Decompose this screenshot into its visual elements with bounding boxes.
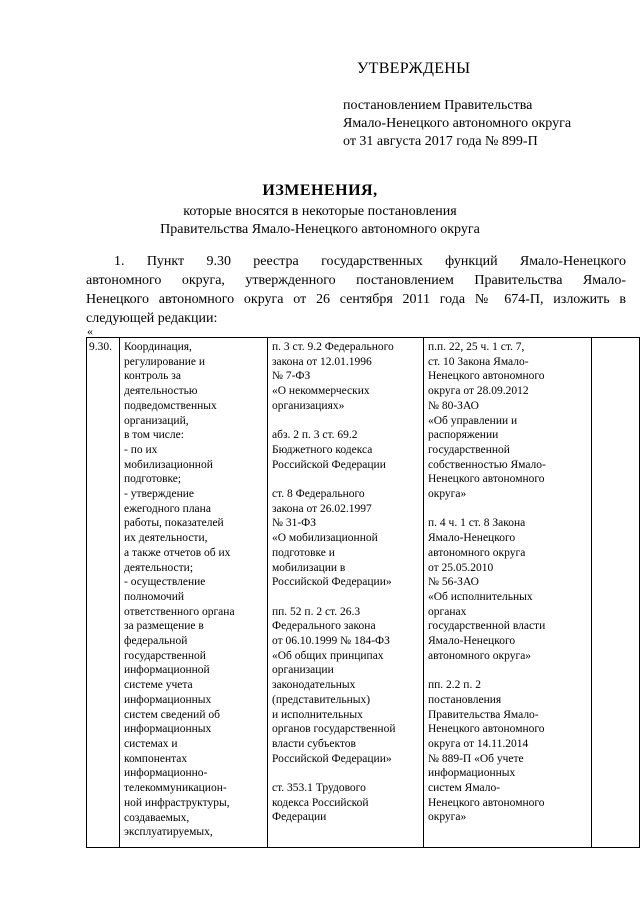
cell-line: округа» [428,488,467,501]
cell-line: собственностью Ямало- [428,458,546,471]
cell-line: информационных [124,723,212,736]
cell-line: деятельности; [124,561,194,574]
cell-line: - по их [124,443,158,456]
cell-line: подготовке; [124,473,182,486]
cell-line: государственной [428,443,510,456]
cell-line: «О некоммерческих [272,385,370,398]
cell-line: Ненецкого автономного [428,370,545,383]
federal-basis-cell [268,338,424,848]
cell-line: эксплуатируемых, [124,826,213,839]
paragraph-line: 1. Пункт 9.30 реестра государственных функций Ямало-Ненецкого [114,254,626,269]
cell-line: Российской Федерации» [272,752,392,765]
table-row [87,338,640,848]
cell-line: п. 4 ч. 1 ст. 8 Закона [428,517,526,530]
cell-line: Ямало-Ненецкого [428,635,516,648]
cell-line: «О мобилизационной [272,532,378,545]
cell-line: Ненецкого автономного [428,723,545,736]
cell-line: от 06.10.1999 № 184-ФЗ [272,635,390,648]
cell-line [272,472,420,487]
cell-line: компонентах [124,752,188,765]
approved-line: от 31 августа 2017 года № 899-П [343,134,538,149]
cell-line: законодательных [272,679,356,692]
cell-line: мобилизации в [272,561,346,574]
document-subtitle: которые вносятся в некоторые постановления [183,204,457,219]
cell-line: телекоммуникацион- [124,782,227,795]
approved-heading: УТВЕРЖДЕНЫ [357,60,471,77]
empty-cell [592,338,640,848]
paragraph-line: Ненецкого автономного округа от 26 сентября 2011 года № 674-П, изложить в [86,292,626,307]
cell-line: Координация, [124,341,192,353]
cell-line: - утверждение [124,488,195,501]
cell-line: постановления [428,693,502,706]
cell-line: № 80-ЗАО [428,399,479,412]
cell-line: Федерации [272,811,327,824]
cell-line [272,414,420,429]
cell-line: ответственного органа [124,605,235,618]
cell-line: «Об исполнительных [428,590,533,603]
paragraph-line: автономного округа, утвержденного постановлением Правительства Ямало- [86,273,626,288]
cell-line: Правительства Ямало- [428,708,539,721]
cell-line: (представительных) [272,693,371,706]
amendment-paragraph [86,252,626,328]
cell-line: кодекса Российской [272,796,369,809]
cell-line: закона от 26.02.1997 [272,502,372,515]
cell-line: ежегодного плана [124,502,211,515]
cell-line: органах [428,605,467,618]
cell-line: системах и [124,737,178,750]
cell-line: контроль за [124,370,181,383]
cell-line: автономного округа [428,546,526,559]
cell-line [428,502,588,517]
cell-line: а также отчетов об их [124,546,231,559]
item-number-cell: 9.30. [87,338,120,848]
cell-line: № 31-ФЗ [272,517,317,530]
cell-line: ной инфраструктуры, [124,796,230,809]
cell-line: организаций, [124,414,189,427]
cell-line: автономного округа» [428,649,532,662]
cell-line: в том числе: [124,429,184,442]
cell-line: ст. 353.1 Трудового [272,782,366,795]
cell-line [272,590,420,605]
cell-line: системе учета [124,679,193,692]
cell-line: округа» [428,811,467,824]
cell-line: ст. 8 Федерального [272,488,365,500]
cell-line: и исполнительных [272,708,363,721]
cell-line: подготовке и [272,546,335,559]
cell-line: Ненецкого автономного [428,473,545,486]
cell-line: «Об общих принципах [272,649,384,662]
cell-line: - осуществление [124,576,206,589]
approved-line: Ямало-Ненецкого автономного округа [343,116,572,131]
document-subtitle: Правительства Ямало-Ненецкого автономного округа [160,222,480,237]
document-title: ИЗМЕНЕНИЯ, [262,182,378,199]
opening-quote-mark: « [87,324,93,338]
cell-line: информационных [124,693,212,706]
cell-line: ст. 10 Закона Ямало- [428,355,529,368]
approved-line: постановлением Правительства [343,98,533,113]
cell-line: п.п. 22, 25 ч. 1 ст. 7, [428,341,525,353]
cell-line: деятельностью [124,385,198,398]
cell-line: пп. 52 п. 2 ст. 26.3 [272,605,361,618]
registry-table [86,337,640,848]
cell-line: регулирование и [124,355,206,368]
cell-line: работы, показателей [124,517,224,530]
cell-line: систем Ямало- [428,782,501,795]
cell-line: от 25.05.2010 [428,561,494,574]
cell-line: Ненецкого автономного [428,796,545,809]
cell-line: федеральной [124,635,188,648]
cell-line: органов государственной [272,723,396,736]
cell-line: государственной власти [428,620,546,633]
cell-line: полномочий [124,590,184,603]
cell-line: № 56-ЗАО [428,576,479,589]
cell-line: округа от 14.11.2014 [428,737,529,750]
cell-line: их деятельности, [124,532,208,545]
regional-basis-cell [424,338,592,848]
cell-line: округа от 28.09.2012 [428,385,529,398]
cell-line: власти субъектов [272,737,356,750]
cell-line: государственной [124,649,206,662]
cell-line: п. 3 ст. 9.2 Федерального [272,341,394,353]
cell-line: организации [272,664,334,677]
cell-line: организациях» [272,399,345,412]
cell-line [428,663,588,678]
cell-line: Федерального закона [272,620,376,633]
cell-line: Бюджетного кодекса [272,443,373,456]
cell-line: мобилизационной [124,458,213,471]
paragraph-line: следующей редакции: [86,311,218,326]
cell-line: информационной [124,664,210,677]
cell-line: Ямало-Ненецкого [428,532,516,545]
cell-line: закона от 12.01.1996 [272,355,372,368]
cell-line: пп. 2.2 п. 2 [428,679,481,692]
cell-line: информационных [428,767,516,780]
cell-line: № 889-П «Об учете [428,752,524,765]
cell-line: «Об управлении и [428,414,518,427]
cell-line: № 7-ФЗ [272,370,311,383]
cell-line: за размещение в [124,620,204,633]
cell-line: распоряжении [428,429,499,442]
cell-line: Российской Федерации» [272,576,392,589]
function-name-cell [120,338,268,848]
cell-line: абз. 2 п. 3 ст. 69.2 [272,429,358,442]
cell-line: подведомственных [124,399,217,412]
cell-line [272,766,420,781]
cell-line: Российской Федерации [272,458,386,471]
cell-line: систем сведений об [124,708,220,721]
cell-line: создаваемых, [124,811,190,824]
cell-line: информационно- [124,767,208,780]
